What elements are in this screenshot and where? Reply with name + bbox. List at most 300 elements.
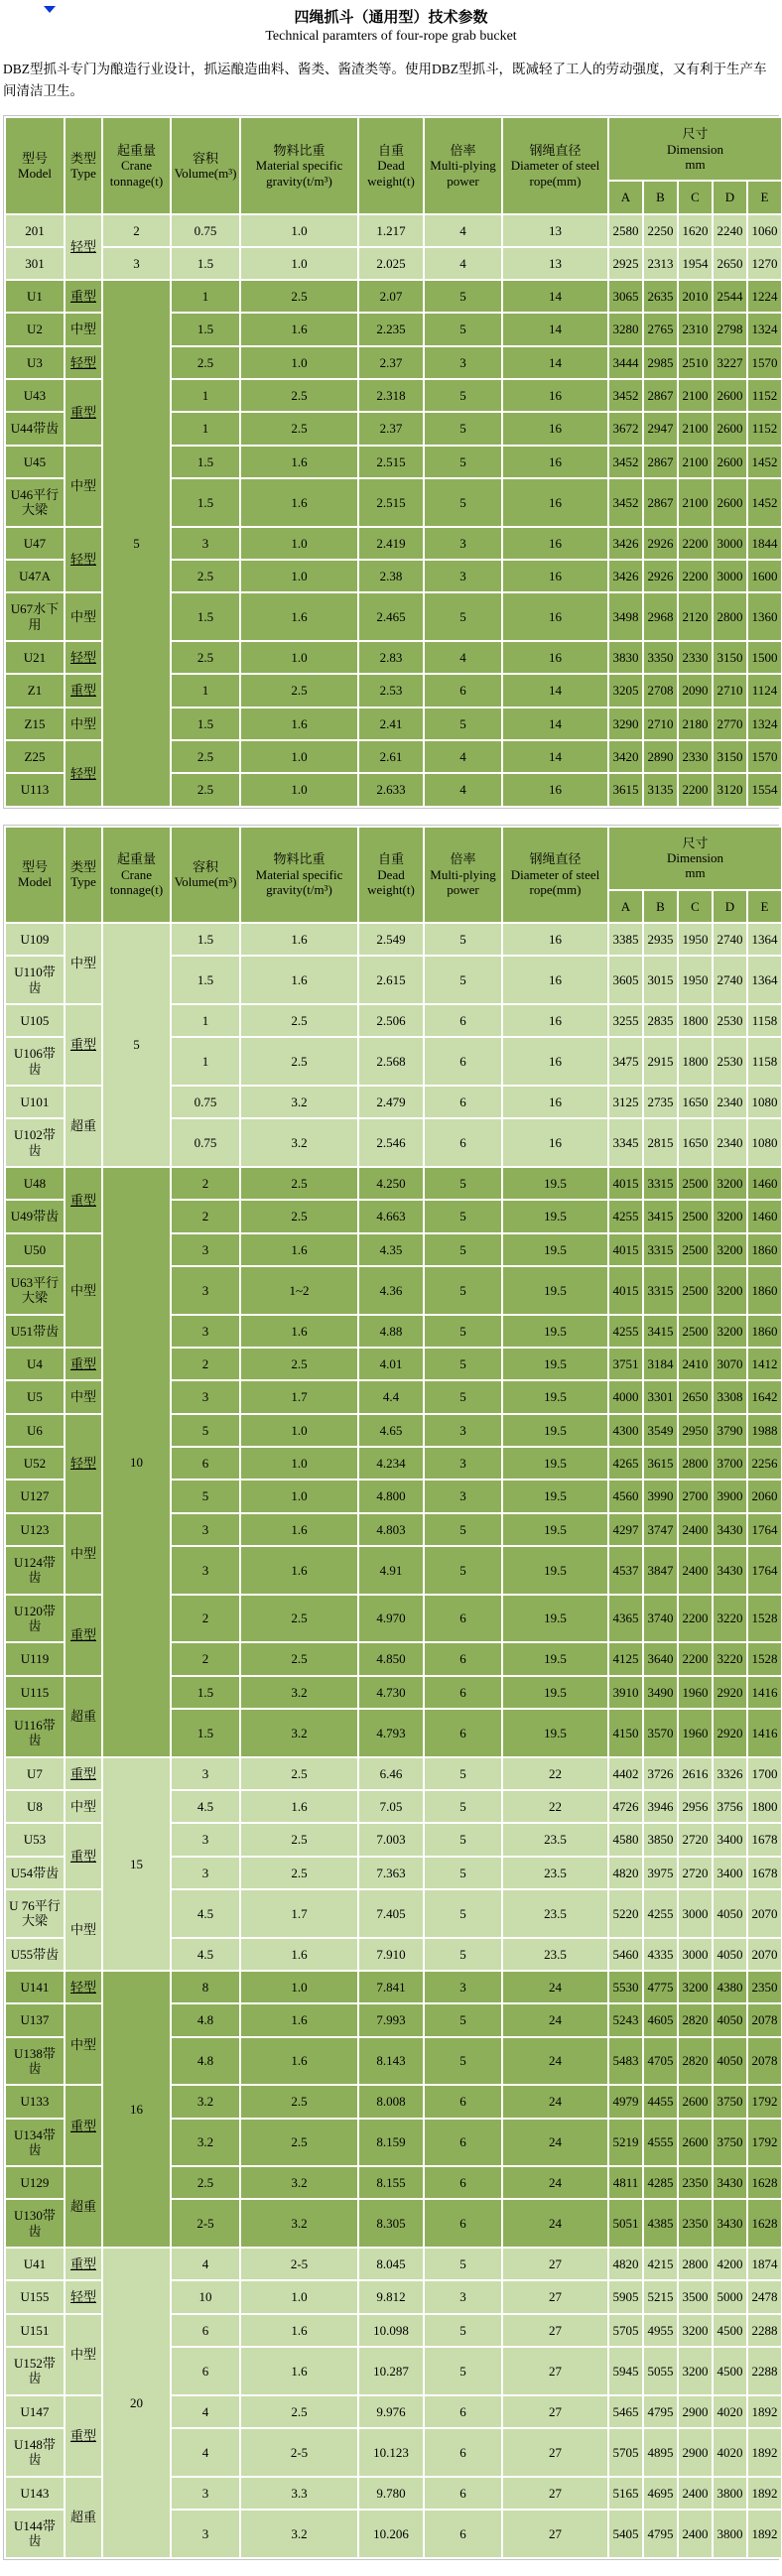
dim-c-cell: 3000 [678, 1938, 713, 1971]
gravity-cell: 1.0 [240, 773, 358, 806]
dim-b-cell: 3740 [643, 1595, 678, 1643]
rope-cell: 19.5 [502, 1348, 608, 1380]
weight-cell: 2.53 [358, 674, 424, 707]
type-cell: 超重 [65, 1676, 102, 1757]
gravity-cell: 1.6 [240, 313, 358, 345]
rope-cell: 24 [502, 2166, 608, 2199]
table-row [5, 923, 782, 956]
dim-b-cell: 4705 [643, 2037, 678, 2086]
type-cell: 重型 [65, 2085, 102, 2166]
dim-a-cell: 3910 [608, 1676, 643, 1709]
weight-cell: 4.91 [358, 1546, 424, 1595]
gravity-cell: 1.6 [240, 2003, 358, 2036]
volume-cell: 6 [171, 1447, 240, 1480]
dim-a-cell: 3452 [608, 446, 643, 478]
col-header-weight: 自重 Dead weight(t) [358, 827, 424, 923]
weight-cell: 7.05 [358, 1790, 424, 1823]
dim-d-cell: 3900 [713, 1480, 747, 1512]
dim-a-cell: 5530 [608, 1971, 643, 2003]
weight-cell: 2.025 [358, 247, 424, 280]
dim-e-cell: 1416 [747, 1709, 782, 1757]
dim-a-cell: 3255 [608, 1004, 643, 1037]
gravity-cell: 1.0 [240, 1971, 358, 2003]
power-cell: 5 [424, 1315, 502, 1348]
dim-d-cell: 4380 [713, 1971, 747, 2003]
volume-cell: 10 [171, 2280, 240, 2313]
weight-cell: 10.206 [358, 2510, 424, 2558]
model-cell: U55带齿 [5, 1938, 65, 1971]
volume-cell: 4 [171, 2248, 240, 2280]
dim-b-cell: 3549 [643, 1414, 678, 1447]
weight-cell: 7.363 [358, 1857, 424, 1889]
power-cell: 6 [424, 1086, 502, 1118]
dim-a-cell: 5220 [608, 1889, 643, 1938]
dim-a-cell: 4000 [608, 1380, 643, 1413]
model-cell: U130带齿 [5, 2199, 65, 2248]
weight-cell: 4.663 [358, 1200, 424, 1232]
volume-cell: 2 [171, 1200, 240, 1232]
rope-cell: 16 [502, 923, 608, 956]
volume-cell: 4 [171, 2395, 240, 2428]
power-cell: 5 [424, 478, 502, 527]
weight-cell: 10.287 [358, 2347, 424, 2395]
volume-cell: 1.5 [171, 708, 240, 740]
dim-c-cell: 2200 [678, 773, 713, 806]
weight-cell: 2.41 [358, 708, 424, 740]
col-header-dim-d: D [713, 181, 747, 213]
dim-b-cell: 2250 [643, 214, 678, 247]
volume-cell: 3 [171, 527, 240, 560]
rope-cell: 27 [502, 2395, 608, 2428]
dim-a-cell: 2580 [608, 214, 643, 247]
volume-cell: 4.8 [171, 2037, 240, 2086]
dim-b-cell: 3990 [643, 1480, 678, 1512]
power-cell: 5 [424, 2314, 502, 2347]
dim-a-cell: 5405 [608, 2510, 643, 2558]
power-cell: 6 [424, 2119, 502, 2167]
dim-e-cell: 2478 [747, 2280, 782, 2313]
dim-c-cell: 1954 [678, 247, 713, 280]
type-cell: 超重 [65, 2166, 102, 2248]
weight-cell: 7.003 [358, 1823, 424, 1856]
type-cell: 重型 [65, 1167, 102, 1233]
model-cell: U109 [5, 923, 65, 956]
rope-cell: 13 [502, 214, 608, 247]
weight-cell: 4.234 [358, 1447, 424, 1480]
dim-c-cell: 2500 [678, 1315, 713, 1348]
rope-cell: 19.5 [502, 1447, 608, 1480]
volume-cell: 2 [171, 1167, 240, 1200]
weight-cell: 2.479 [358, 1086, 424, 1118]
dim-a-cell: 5705 [608, 2428, 643, 2477]
rope-cell: 27 [502, 2428, 608, 2477]
dim-d-cell: 3430 [713, 1546, 747, 1595]
dim-c-cell: 2900 [678, 2428, 713, 2477]
type-cell: 中型 [65, 1790, 102, 1823]
rope-cell: 24 [502, 2037, 608, 2086]
dim-d-cell: 2340 [713, 1086, 747, 1118]
type-cell: 中型 [65, 592, 102, 641]
weight-cell: 1.217 [358, 214, 424, 247]
dim-e-cell: 1860 [747, 1266, 782, 1315]
dim-c-cell: 1950 [678, 923, 713, 956]
col-header-dim-c: C [678, 181, 713, 213]
model-cell: U1 [5, 280, 65, 313]
volume-cell: 2 [171, 1642, 240, 1675]
dim-a-cell: 4726 [608, 1790, 643, 1823]
power-cell: 5 [424, 1546, 502, 1595]
dim-b-cell: 2735 [643, 1086, 678, 1118]
power-cell: 5 [424, 412, 502, 445]
dim-d-cell: 2920 [713, 1676, 747, 1709]
dim-d-cell: 3750 [713, 2119, 747, 2167]
model-cell: U52 [5, 1447, 65, 1480]
gravity-cell: 1.6 [240, 1315, 358, 1348]
model-cell: U113 [5, 773, 65, 806]
gravity-cell: 2-5 [240, 2428, 358, 2477]
dim-d-cell: 3000 [713, 560, 747, 592]
dim-a-cell: 5219 [608, 2119, 643, 2167]
dim-e-cell: 1678 [747, 1857, 782, 1889]
power-cell: 3 [424, 1447, 502, 1480]
rope-cell: 16 [502, 641, 608, 674]
dim-c-cell: 1960 [678, 1709, 713, 1757]
rope-cell: 19.5 [502, 1709, 608, 1757]
gravity-cell: 1.6 [240, 1938, 358, 1971]
dim-c-cell: 2720 [678, 1857, 713, 1889]
dim-b-cell: 5215 [643, 2280, 678, 2313]
dim-c-cell: 2310 [678, 313, 713, 345]
dim-c-cell: 3200 [678, 2314, 713, 2347]
dim-a-cell: 4015 [608, 1233, 643, 1266]
volume-cell: 3 [171, 1380, 240, 1413]
volume-cell: 1 [171, 674, 240, 707]
tonnage-cell: 5 [102, 923, 171, 1167]
weight-cell: 2.549 [358, 923, 424, 956]
volume-cell: 1 [171, 1037, 240, 1086]
rope-cell: 23.5 [502, 1889, 608, 1938]
power-cell: 5 [424, 1200, 502, 1232]
dim-d-cell: 2530 [713, 1037, 747, 1086]
dim-b-cell: 4695 [643, 2477, 678, 2510]
dim-d-cell: 2710 [713, 674, 747, 707]
dim-c-cell: 2350 [678, 2166, 713, 2199]
intro-paragraph: DBZ型抓斗专门为酿造行业设计，抓运酿造曲料、酱类、酱渣类等。使用DBZ型抓斗，既减轻了工人的劳动强度，又有利于生产车间清洁卫生。 [3, 62, 767, 98]
rope-cell: 27 [502, 2314, 608, 2347]
weight-cell: 6.46 [358, 1757, 424, 1790]
model-cell: 201 [5, 214, 65, 247]
weight-cell: 8.305 [358, 2199, 424, 2248]
dim-e-cell: 1554 [747, 773, 782, 806]
dim-b-cell: 3415 [643, 1315, 678, 1348]
weight-cell: 8.143 [358, 2037, 424, 2086]
gravity-cell: 1.6 [240, 478, 358, 527]
gravity-cell: 2.5 [240, 1037, 358, 1086]
weight-cell: 2.07 [358, 280, 424, 313]
power-cell: 5 [424, 592, 502, 641]
dim-d-cell: 3400 [713, 1857, 747, 1889]
model-cell: U53 [5, 1823, 65, 1856]
model-cell: U120带齿 [5, 1595, 65, 1643]
dim-d-cell: 2240 [713, 214, 747, 247]
volume-cell: 4 [171, 2428, 240, 2477]
dim-e-cell: 1416 [747, 1676, 782, 1709]
dim-a-cell: 5905 [608, 2280, 643, 2313]
dim-c-cell: 2600 [678, 2085, 713, 2118]
volume-cell: 1.5 [171, 478, 240, 527]
power-cell: 6 [424, 2166, 502, 2199]
weight-cell: 4.803 [358, 1513, 424, 1546]
type-cell: 中型 [65, 1233, 102, 1348]
dim-a-cell: 3280 [608, 313, 643, 345]
dim-d-cell: 4050 [713, 1889, 747, 1938]
model-cell: U105 [5, 1004, 65, 1037]
dim-e-cell: 1528 [747, 1642, 782, 1675]
gravity-cell: 2.5 [240, 2395, 358, 2428]
model-cell: U144带齿 [5, 2510, 65, 2558]
weight-cell: 2.546 [358, 1118, 424, 1167]
dim-a-cell: 4297 [608, 1513, 643, 1546]
table-row [5, 1757, 782, 1790]
rope-cell: 27 [502, 2347, 608, 2395]
dim-c-cell: 1650 [678, 1118, 713, 1167]
type-cell: 中型 [65, 708, 102, 740]
type-cell: 轻型 [65, 346, 102, 379]
dim-c-cell: 2500 [678, 1266, 713, 1315]
weight-cell: 2.61 [358, 740, 424, 773]
dim-d-cell: 2600 [713, 412, 747, 445]
rope-cell: 14 [502, 740, 608, 773]
dim-e-cell: 1678 [747, 1823, 782, 1856]
model-cell: U101 [5, 1086, 65, 1118]
weight-cell: 4.35 [358, 1233, 424, 1266]
volume-cell: 5 [171, 1414, 240, 1447]
dim-c-cell: 3000 [678, 1889, 713, 1938]
dim-d-cell: 3200 [713, 1315, 747, 1348]
gravity-cell: 2.5 [240, 1200, 358, 1232]
gravity-cell: 1.6 [240, 2347, 358, 2395]
dim-b-cell: 3615 [643, 1447, 678, 1480]
dim-e-cell: 1988 [747, 1414, 782, 1447]
type-cell: 中型 [65, 1889, 102, 1971]
dim-a-cell: 3475 [608, 1037, 643, 1086]
dim-a-cell: 2925 [608, 247, 643, 280]
rope-cell: 14 [502, 280, 608, 313]
volume-cell: 6 [171, 2314, 240, 2347]
model-cell: U152带齿 [5, 2347, 65, 2395]
dim-c-cell: 1960 [678, 1676, 713, 1709]
gravity-cell: 1.7 [240, 1889, 358, 1938]
rope-cell: 27 [502, 2248, 608, 2280]
dim-e-cell: 1764 [747, 1546, 782, 1595]
volume-cell: 5 [171, 1480, 240, 1512]
dim-d-cell: 3430 [713, 1513, 747, 1546]
volume-cell: 3.2 [171, 2119, 240, 2167]
dim-a-cell: 5460 [608, 1938, 643, 1971]
model-cell: U54带齿 [5, 1857, 65, 1889]
dim-b-cell: 3640 [643, 1642, 678, 1675]
dim-e-cell: 1452 [747, 446, 782, 478]
weight-cell: 2.37 [358, 346, 424, 379]
dim-b-cell: 4215 [643, 2248, 678, 2280]
dim-d-cell: 5000 [713, 2280, 747, 2313]
gravity-cell: 3.2 [240, 2199, 358, 2248]
dim-b-cell: 4455 [643, 2085, 678, 2118]
model-cell: U8 [5, 1790, 65, 1823]
weight-cell: 9.780 [358, 2477, 424, 2510]
dim-c-cell: 2720 [678, 1823, 713, 1856]
dim-d-cell: 3000 [713, 527, 747, 560]
dim-a-cell: 3498 [608, 592, 643, 641]
dim-d-cell: 4020 [713, 2428, 747, 2477]
dim-b-cell: 2867 [643, 478, 678, 527]
dim-c-cell: 2330 [678, 641, 713, 674]
dim-d-cell: 3200 [713, 1233, 747, 1266]
volume-cell: 1 [171, 1004, 240, 1037]
model-cell: U21 [5, 641, 65, 674]
volume-cell: 1.5 [171, 592, 240, 641]
dim-d-cell: 3308 [713, 1380, 747, 1413]
col-header-dim-b: B [643, 890, 678, 923]
dim-b-cell: 4555 [643, 2119, 678, 2167]
dim-d-cell: 3200 [713, 1266, 747, 1315]
power-cell: 5 [424, 1938, 502, 1971]
dim-d-cell: 3750 [713, 2085, 747, 2118]
gravity-cell: 2.5 [240, 1595, 358, 1643]
type-cell: 中型 [65, 1513, 102, 1595]
model-cell: U129 [5, 2166, 65, 2199]
dim-d-cell: 2600 [713, 446, 747, 478]
dim-b-cell: 3315 [643, 1266, 678, 1315]
power-cell: 6 [424, 1595, 502, 1643]
tonnage-cell: 16 [102, 1971, 171, 2248]
col-header-weight: 自重 Dead weight(t) [358, 117, 424, 213]
col-header-dimension: 尺寸 Dimension mm [608, 827, 782, 890]
gravity-cell: 3.2 [240, 2166, 358, 2199]
model-cell: Z25 [5, 740, 65, 773]
model-cell: U4 [5, 1348, 65, 1380]
dim-e-cell: 1860 [747, 1315, 782, 1348]
model-cell: U141 [5, 1971, 65, 2003]
dim-d-cell: 2740 [713, 956, 747, 1004]
dim-e-cell: 1364 [747, 956, 782, 1004]
rope-cell: 14 [502, 313, 608, 345]
gravity-cell: 1.0 [240, 527, 358, 560]
dim-c-cell: 2350 [678, 2199, 713, 2248]
dim-e-cell: 1060 [747, 214, 782, 247]
power-cell: 5 [424, 1790, 502, 1823]
dim-a-cell: 4265 [608, 1447, 643, 1480]
rope-cell: 16 [502, 379, 608, 412]
power-cell: 6 [424, 2085, 502, 2118]
col-header-dim-d: D [713, 890, 747, 923]
rope-cell: 22 [502, 1757, 608, 1790]
dim-d-cell: 3220 [713, 1642, 747, 1675]
volume-cell: 0.75 [171, 1118, 240, 1167]
spec-table-1 [4, 116, 782, 808]
dim-c-cell: 2616 [678, 1757, 713, 1790]
dim-e-cell: 2256 [747, 1447, 782, 1480]
dim-e-cell: 1628 [747, 2166, 782, 2199]
dim-b-cell: 3850 [643, 1823, 678, 1856]
dim-e-cell: 1152 [747, 412, 782, 445]
power-cell: 3 [424, 1480, 502, 1512]
header-row [5, 117, 782, 181]
dim-b-cell: 2765 [643, 313, 678, 345]
rope-cell: 19.5 [502, 1642, 608, 1675]
rope-cell: 19.5 [502, 1513, 608, 1546]
dim-c-cell: 2200 [678, 1642, 713, 1675]
dim-c-cell: 2200 [678, 527, 713, 560]
dim-d-cell: 3120 [713, 773, 747, 806]
dim-a-cell: 3420 [608, 740, 643, 773]
model-cell: U106带齿 [5, 1037, 65, 1086]
power-cell: 3 [424, 1971, 502, 2003]
rope-cell: 23.5 [502, 1938, 608, 1971]
dim-a-cell: 3452 [608, 379, 643, 412]
rope-cell: 27 [502, 2510, 608, 2558]
dim-d-cell: 3227 [713, 346, 747, 379]
dim-e-cell: 1892 [747, 2477, 782, 2510]
spec-table-2-body [5, 923, 782, 2558]
dim-c-cell: 2956 [678, 1790, 713, 1823]
dim-a-cell: 4150 [608, 1709, 643, 1757]
gravity-cell: 1.6 [240, 1513, 358, 1546]
power-cell: 6 [424, 2510, 502, 2558]
rope-cell: 19.5 [502, 1480, 608, 1512]
dim-c-cell: 2200 [678, 560, 713, 592]
dim-a-cell: 5165 [608, 2477, 643, 2510]
power-cell: 5 [424, 446, 502, 478]
dim-a-cell: 3345 [608, 1118, 643, 1167]
dim-c-cell: 2820 [678, 2037, 713, 2086]
weight-cell: 4.793 [358, 1709, 424, 1757]
volume-cell: 4.5 [171, 1790, 240, 1823]
dim-b-cell: 2867 [643, 379, 678, 412]
rope-cell: 16 [502, 446, 608, 478]
page-subtitle: Technical paramters of four-rope grab bucket [265, 29, 517, 44]
gravity-cell: 1.6 [240, 2314, 358, 2347]
col-header-volume: 容积 Volume(m³) [171, 117, 240, 213]
model-cell: U3 [5, 346, 65, 379]
weight-cell: 4.4 [358, 1380, 424, 1413]
volume-cell: 1 [171, 412, 240, 445]
gravity-cell: 3.2 [240, 1086, 358, 1118]
dim-c-cell: 1800 [678, 1004, 713, 1037]
dim-a-cell: 3830 [608, 641, 643, 674]
volume-cell: 3 [171, 1266, 240, 1315]
weight-cell: 8.045 [358, 2248, 424, 2280]
power-cell: 6 [424, 1004, 502, 1037]
rope-cell: 16 [502, 560, 608, 592]
dim-b-cell: 3946 [643, 1790, 678, 1823]
dim-a-cell: 5051 [608, 2199, 643, 2248]
weight-cell: 8.008 [358, 2085, 424, 2118]
volume-cell: 4.8 [171, 2003, 240, 2036]
dim-a-cell: 3205 [608, 674, 643, 707]
rope-cell: 23.5 [502, 1823, 608, 1856]
rope-cell: 14 [502, 708, 608, 740]
dim-e-cell: 2078 [747, 2003, 782, 2036]
dim-c-cell: 2500 [678, 1200, 713, 1232]
dim-d-cell: 2340 [713, 1118, 747, 1167]
dim-d-cell: 2600 [713, 478, 747, 527]
tonnage-cell: 3 [102, 247, 171, 280]
power-cell: 5 [424, 1889, 502, 1938]
dim-b-cell: 3315 [643, 1233, 678, 1266]
power-cell: 4 [424, 641, 502, 674]
dim-c-cell: 2400 [678, 2477, 713, 2510]
